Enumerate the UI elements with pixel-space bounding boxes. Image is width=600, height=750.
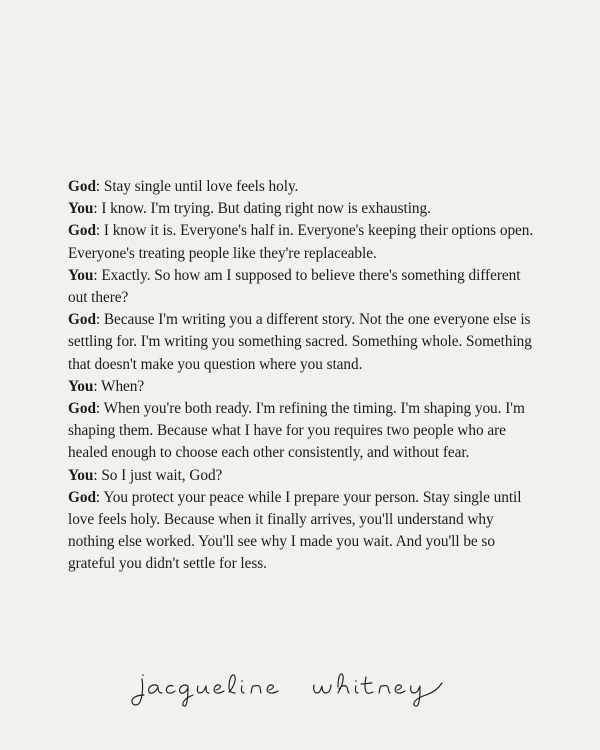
speaker-name: God [68, 178, 96, 195]
line-text: : Exactly. So how am I supposed to believe there's something different out there? [68, 266, 521, 307]
dialogue-line [68, 398, 538, 465]
line-text: : Because I'm writing you a different story. Not the one everyone else is settling for. I'm writing you something sacred. Something whole. Something that doesn't make you question where you stand. [68, 311, 532, 373]
line-text: : When? [93, 377, 145, 395]
dialogue-line [68, 376, 538, 398]
line-text: : So I just wait, God? [93, 466, 223, 484]
dialogue-text [68, 176, 538, 576]
line-text: : When you're both ready. I'm refining the timing. I'm shaping you. I'm shaping them. Because what I have for you requires two people who are healed enough to choose each other consistently, and without fear. [68, 400, 525, 462]
line-text: : Stay single until love feels holy. [95, 178, 299, 195]
speaker-name: You [68, 200, 94, 218]
dialogue-line [68, 309, 538, 376]
dialogue-line [68, 487, 538, 576]
speaker-name: God [68, 400, 96, 418]
speaker-name: You [68, 377, 94, 395]
dialogue-line [68, 176, 538, 198]
line-text: : I know it is. Everyone's half in. Everyone's keeping their options open. Everyone's treating people like they're replaceable. [68, 222, 534, 262]
speaker-name: You [68, 266, 94, 284]
dialogue-line [68, 465, 538, 487]
line-text: : You protect your peace while I prepare your person. Stay single until love feels holy. Because when it finally arrives, you'll understand why nothing else worked. You'll see why I made you wait. And you'll be so grateful you didn't settle for less. [68, 488, 522, 573]
signature [120, 665, 480, 709]
line-text: : I know. I'm trying. But dating right now is exhausting. [93, 200, 431, 218]
speaker-name: God [68, 222, 96, 240]
signature-script [120, 665, 480, 709]
dialogue-line [68, 220, 538, 264]
speaker-name: God [68, 311, 96, 329]
dialogue-line [68, 198, 538, 220]
dialogue-line [68, 265, 538, 309]
speaker-name: You [68, 466, 94, 484]
speaker-name: God [68, 488, 96, 506]
